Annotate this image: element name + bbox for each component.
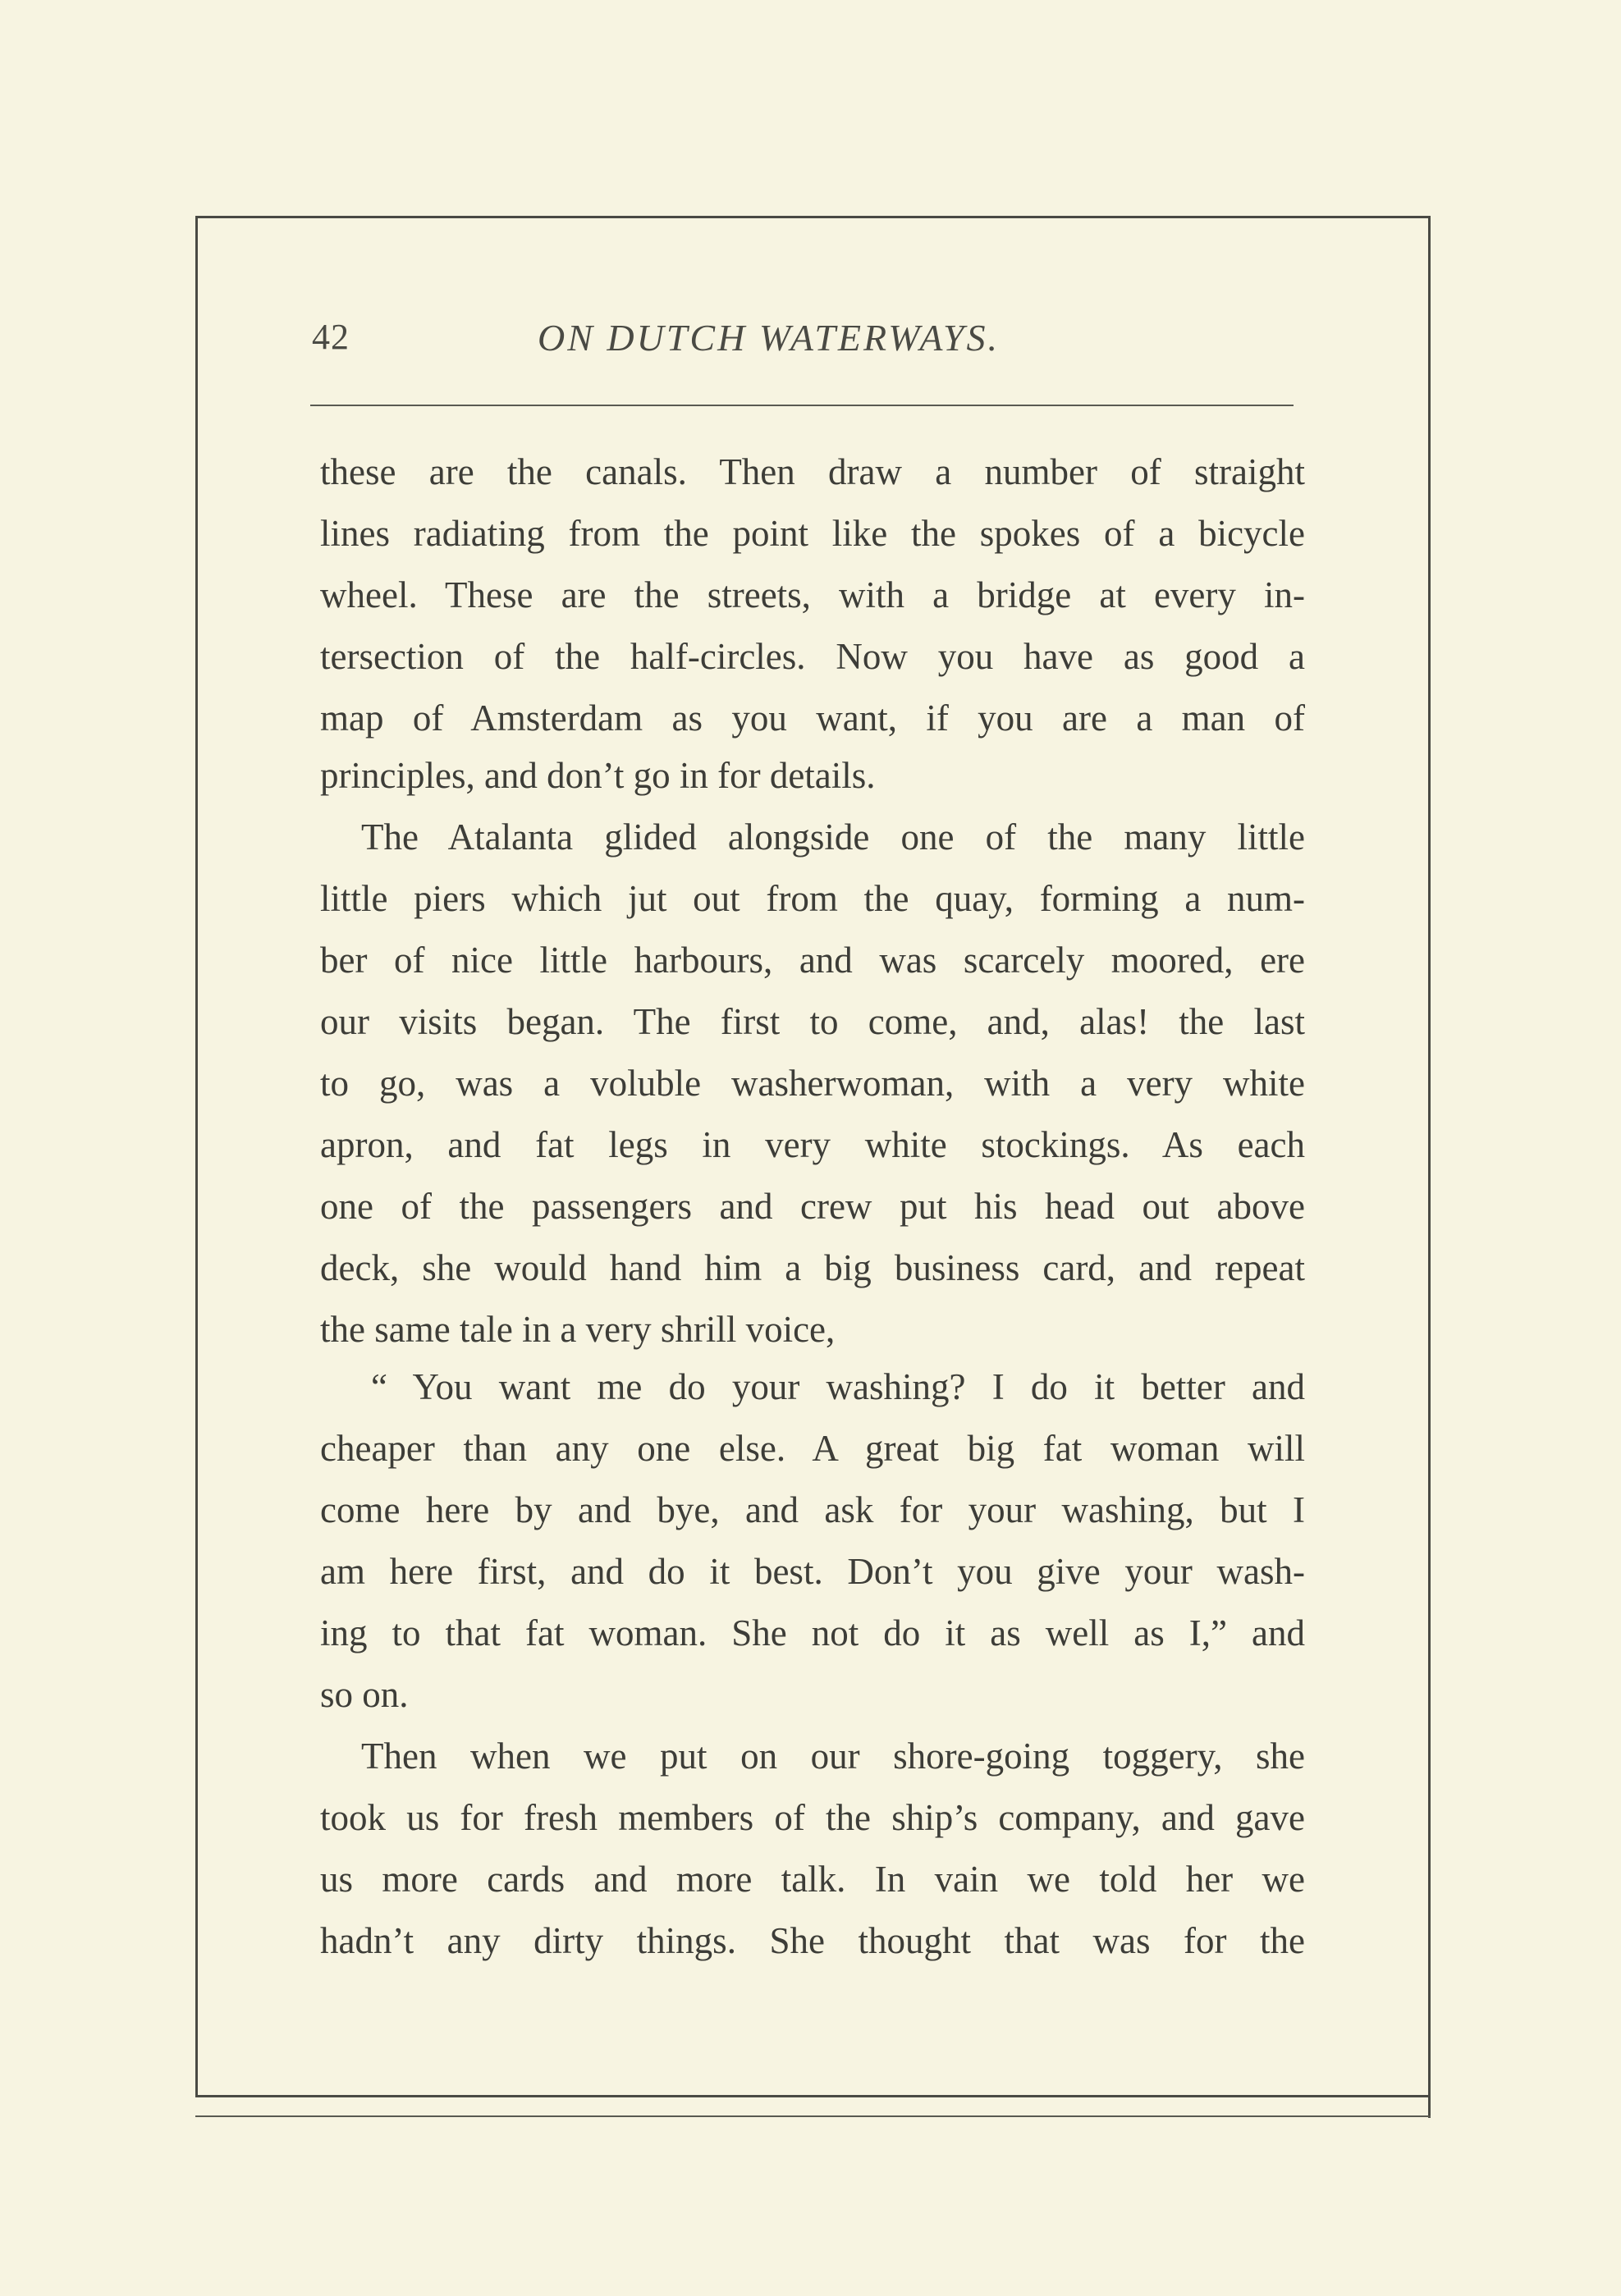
text-line: Then when we put on our shore-going toggery, she (361, 1736, 1305, 1777)
text-line: hadn’t any dirty things. She thought that was for the (320, 1920, 1305, 1961)
text-line: ing to that fat woman. She not do it as well as I,” and (320, 1612, 1305, 1653)
text-line: apron, and fat legs in very white stockings. As each (320, 1124, 1305, 1165)
frame-top-rule (195, 216, 1431, 218)
text-line: cheaper than any one else. A great big fat woman will (320, 1428, 1305, 1469)
text-line: these are the canals. Then draw a number of straight (320, 451, 1305, 492)
frame-right-rule (1428, 216, 1431, 2118)
text-line: our visits began. The first to come, and, alas! the last (320, 1001, 1305, 1042)
text-line: come here by and bye, and ask for your washing, but I (320, 1489, 1305, 1530)
text-line: so on. (320, 1674, 409, 1715)
text-line: took us for fresh members of the ship’s company, and gave (320, 1797, 1305, 1838)
text-line: principles, and don’t go in for details. (320, 755, 876, 796)
text-line: us more cards and more talk. In vain we told her we (320, 1859, 1305, 1900)
text-line: to go, was a voluble washerwoman, with a very white (320, 1063, 1305, 1104)
text-line: map of Amsterdam as you want, if you are a man of (320, 697, 1305, 739)
text-line: deck, she would hand him a big business card, and repeat (320, 1247, 1305, 1288)
text-line: am here first, and do it best. Don’t you give your wash- (320, 1551, 1305, 1592)
text-line: little piers which jut out from the quay, forming a num- (320, 878, 1305, 919)
running-title: ON DUTCH WATERWAYS. (538, 317, 1001, 359)
text-line: tersection of the half-circles. Now you have as good a (320, 636, 1305, 677)
text-line: one of the passengers and crew put his head out above (320, 1186, 1305, 1227)
text-line: “ You want me do your washing? I do it better and (371, 1366, 1305, 1407)
text-line: The Atalanta glided alongside one of the many little (361, 816, 1305, 858)
frame-bottom-rule-outer (195, 2115, 1431, 2117)
text-line: wheel. These are the streets, with a bridge at every in- (320, 574, 1305, 615)
page-number: 42 (312, 317, 350, 357)
header-rule (310, 405, 1294, 406)
text-line: lines radiating from the point like the spokes of a bicycle (320, 513, 1305, 554)
frame-left-rule (195, 216, 198, 2095)
text-line: the same tale in a very shrill voice, (320, 1309, 836, 1350)
frame-bottom-rule (195, 2095, 1431, 2097)
text-line: ber of nice little harbours, and was scarcely moored, ere (320, 940, 1305, 981)
